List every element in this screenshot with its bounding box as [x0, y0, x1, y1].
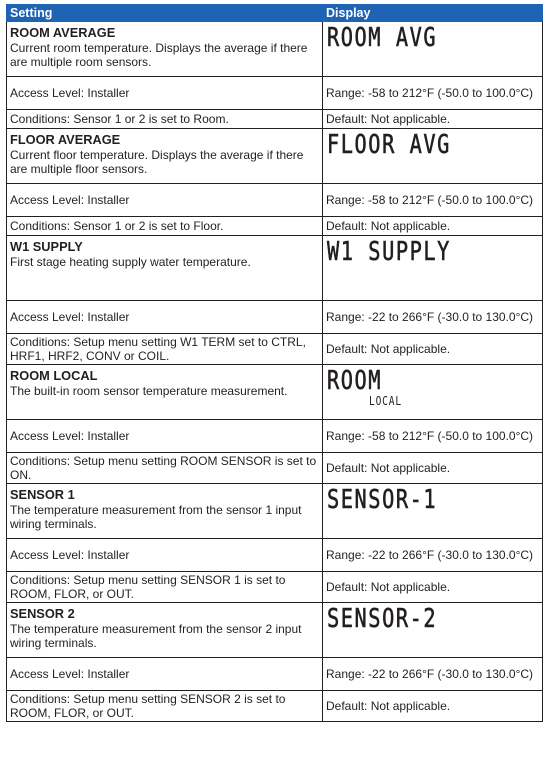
default: Default: Not applicable.	[323, 572, 543, 603]
setting-row-room-average	[7, 22, 543, 77]
lcd-display-text: SENSOR-2	[327, 604, 438, 634]
header-setting: Setting	[7, 5, 323, 22]
lcd-display-subtext: LOCAL	[369, 394, 402, 408]
range: Range: -58 to 212°F (-50.0 to 100.0°C)	[323, 77, 543, 110]
lcd-display-cell	[323, 484, 543, 539]
setting-description-cell	[7, 129, 323, 184]
lcd-display-text: ROOM	[327, 366, 383, 396]
range: Range: -58 to 212°F (-50.0 to 100.0°C)	[323, 420, 543, 453]
conditions: Conditions: Setup menu setting ROOM SENSOR is set to ON.	[7, 453, 323, 484]
table-header-row	[7, 5, 543, 22]
conditions: Conditions: Sensor 1 or 2 is set to Room.	[7, 110, 323, 129]
lcd-display-cell	[323, 22, 543, 77]
access-level: Access Level: Installer	[7, 420, 323, 453]
setting-description: Current floor temperature. Displays the average if there are multiple floor sensors.	[10, 148, 304, 176]
setting-name: FLOOR AVERAGE	[10, 132, 121, 147]
setting-description: Current room temperature. Displays the average if there are multiple room sensors.	[10, 41, 308, 69]
lcd-display-cell	[323, 236, 543, 301]
access-row	[7, 184, 543, 217]
access-level: Access Level: Installer	[7, 658, 323, 691]
range: Range: -22 to 266°F (-30.0 to 130.0°C)	[323, 301, 543, 334]
setting-description: First stage heating supply water temperature.	[10, 255, 251, 269]
conditions-row	[7, 110, 543, 129]
setting-row-w1-supply	[7, 236, 543, 301]
access-row	[7, 420, 543, 453]
access-row	[7, 77, 543, 110]
lcd-display-text: W1 SUPPLY	[327, 237, 451, 267]
setting-description-cell	[7, 365, 323, 420]
setting-description-cell	[7, 484, 323, 539]
setting-description: The temperature measurement from the sensor 2 input wiring terminals.	[10, 622, 302, 650]
conditions: Conditions: Setup menu setting SENSOR 1 is set to ROOM, FLOR, or OUT.	[7, 572, 323, 603]
lcd-display-cell	[323, 365, 543, 420]
default: Default: Not applicable.	[323, 110, 543, 129]
access-level: Access Level: Installer	[7, 77, 323, 110]
lcd-display-cell	[323, 603, 543, 658]
conditions-row	[7, 691, 543, 722]
default: Default: Not applicable.	[323, 453, 543, 484]
header-display: Display	[323, 5, 543, 22]
conditions: Conditions: Setup menu setting SENSOR 2 is set to ROOM, FLOR, or OUT.	[7, 691, 323, 722]
access-level: Access Level: Installer	[7, 184, 323, 217]
access-row	[7, 539, 543, 572]
range: Range: -22 to 266°F (-30.0 to 130.0°C)	[323, 658, 543, 691]
settings-table-container	[6, 4, 542, 722]
setting-name: ROOM LOCAL	[10, 368, 98, 383]
lcd-display-text: FLOOR AVG	[327, 130, 451, 160]
lcd-display-text: ROOM AVG	[327, 23, 438, 53]
lcd-display-text: SENSOR-1	[327, 485, 438, 515]
conditions-row	[7, 334, 543, 365]
setting-name: W1 SUPPLY	[10, 239, 83, 254]
default: Default: Not applicable.	[323, 334, 543, 365]
range: Range: -58 to 212°F (-50.0 to 100.0°C)	[323, 184, 543, 217]
setting-description: The built-in room sensor temperature measurement.	[10, 384, 288, 398]
access-level: Access Level: Installer	[7, 301, 323, 334]
conditions: Conditions: Sensor 1 or 2 is set to Floor.	[7, 217, 323, 236]
setting-row-room-local	[7, 365, 543, 420]
access-row	[7, 658, 543, 691]
lcd-display-cell	[323, 129, 543, 184]
setting-description-cell	[7, 22, 323, 77]
default: Default: Not applicable.	[323, 217, 543, 236]
setting-description-cell	[7, 236, 323, 301]
conditions-row	[7, 572, 543, 603]
conditions: Conditions: Setup menu setting W1 TERM set to CTRL, HRF1, HRF2, CONV or COIL.	[7, 334, 323, 365]
setting-row-sensor-1	[7, 484, 543, 539]
setting-name: SENSOR 1	[10, 487, 75, 502]
conditions-row	[7, 217, 543, 236]
setting-name: SENSOR 2	[10, 606, 75, 621]
setting-row-sensor-2	[7, 603, 543, 658]
access-level: Access Level: Installer	[7, 539, 323, 572]
default: Default: Not applicable.	[323, 691, 543, 722]
access-row	[7, 301, 543, 334]
settings-table	[6, 4, 543, 722]
setting-description-cell	[7, 603, 323, 658]
setting-row-floor-average	[7, 129, 543, 184]
range: Range: -22 to 266°F (-30.0 to 130.0°C)	[323, 539, 543, 572]
setting-description: The temperature measurement from the sensor 1 input wiring terminals.	[10, 503, 302, 531]
setting-name: ROOM AVERAGE	[10, 25, 116, 40]
conditions-row	[7, 453, 543, 484]
